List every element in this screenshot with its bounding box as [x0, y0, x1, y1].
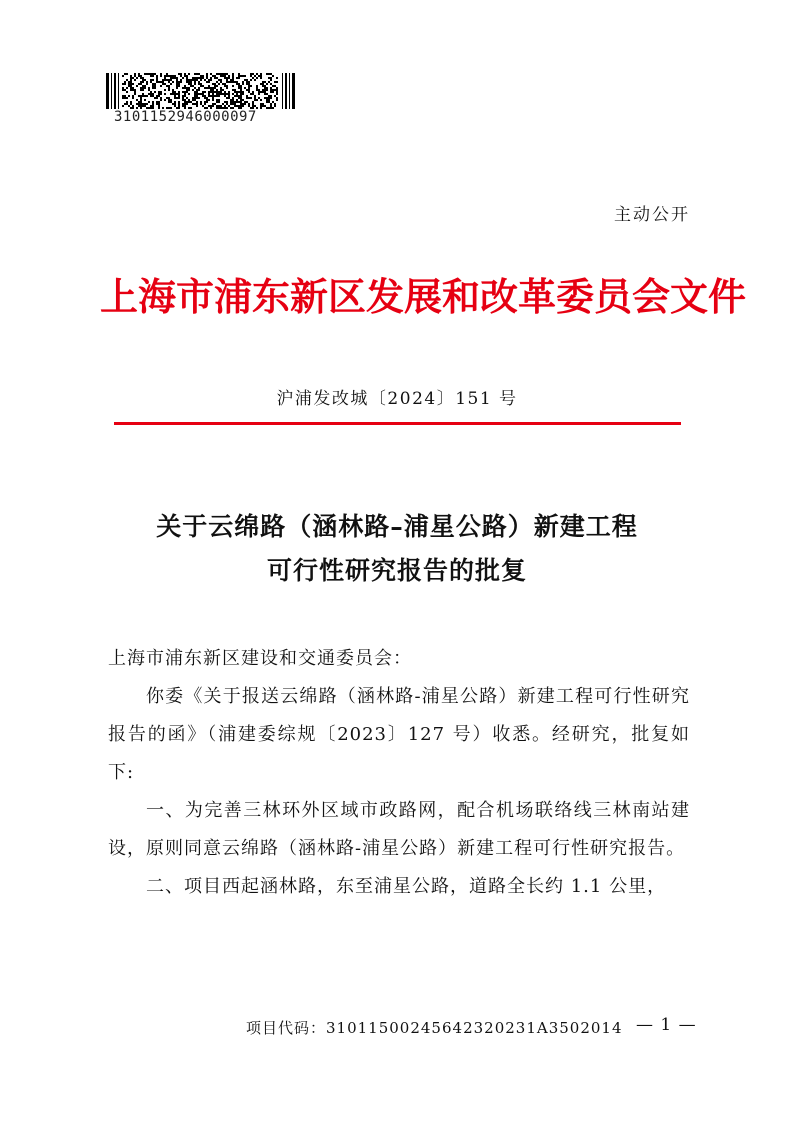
disclosure-label: 主动公开 [614, 205, 690, 225]
document-body [108, 640, 690, 906]
issuer-header-title: 上海市浦东新区发展和改革委员会文件 [100, 274, 747, 319]
body-paragraph-1: 你委《关于报送云绵路（涵林路-浦星公路）新建工程可行性研究报告的函》（浦建委综规〔2023〕127 号）收悉。经研究，批复如下: [108, 686, 690, 783]
red-divider-line [114, 422, 681, 425]
project-code: 项目代码：31011500245642320231A3502014 [246, 1019, 623, 1037]
page-number: — 1 — [636, 1015, 697, 1035]
barcode-number: 3101152946000097 [114, 109, 257, 125]
document-number: 沪浦发改城〔2024〕151 号 [276, 389, 518, 409]
body-paragraph-2: 一、为完善三林环外区域市政路网，配合机场联络线三林南站建设，原则同意云绵路（涵林路-浦星公路）新建工程可行性研究报告。 [108, 800, 690, 859]
document-title [100, 505, 694, 593]
document-title-line-2: 可行性研究报告的批复 [266, 556, 527, 585]
salutation: 上海市浦东新区建设和交通委员会： [108, 648, 412, 669]
document-title-line-1: 关于云绵路（涵林路–浦星公路）新建工程 [156, 512, 638, 541]
barcode-image [106, 73, 296, 109]
body-paragraph-3: 二、项目西起涵林路，东至浦星公路，道路全长约 1.1 公里， [146, 876, 667, 897]
